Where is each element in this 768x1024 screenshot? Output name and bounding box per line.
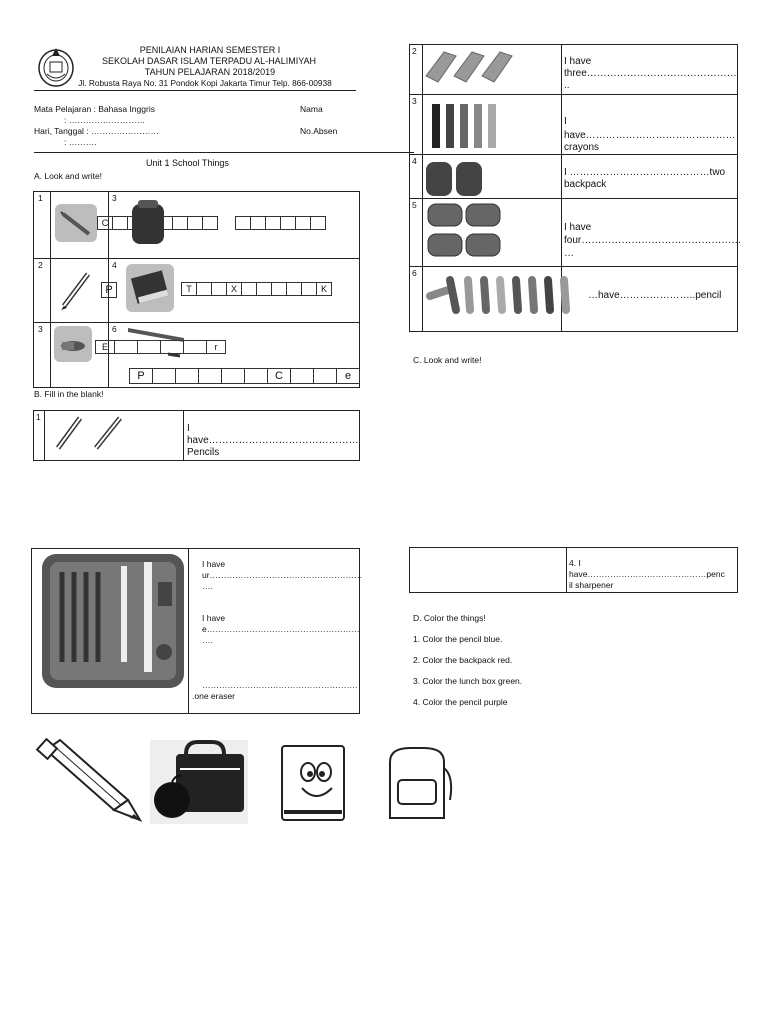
case-b2[interactable]: e………………………………………………	[202, 624, 360, 634]
cell[interactable]	[265, 216, 281, 230]
r4-num: 4	[412, 156, 417, 166]
cell[interactable]: T	[181, 282, 197, 296]
r2-num: 2	[412, 46, 417, 56]
info-divider	[34, 152, 414, 153]
row-divider	[33, 322, 360, 323]
cell[interactable]	[187, 216, 203, 230]
cell[interactable]: X	[226, 282, 242, 296]
case-b1: I have	[202, 613, 226, 623]
cell[interactable]	[301, 282, 317, 296]
absen-label: No.Absen	[300, 126, 338, 136]
cell[interactable]	[235, 216, 251, 230]
lunch-box-icon	[424, 200, 506, 262]
col-divider	[188, 548, 189, 714]
backpack-icon	[424, 158, 486, 198]
pencil-icon	[58, 270, 94, 312]
hari-cont: : ……….	[64, 137, 97, 147]
cell[interactable]	[196, 282, 212, 296]
section-a-title: A. Look and write!	[34, 171, 103, 181]
row-divider	[409, 198, 738, 199]
header-line3: TAHUN PELAJARAN 2018/2019	[144, 67, 276, 77]
a-num-3: 3	[112, 193, 117, 203]
case-c1[interactable]: ……………………………………………….	[202, 680, 358, 690]
cell[interactable]	[244, 368, 268, 384]
col-divider	[44, 410, 45, 461]
a-num-2: 2	[38, 260, 43, 270]
cell[interactable]	[310, 216, 326, 230]
cell[interactable]	[256, 282, 272, 296]
r2-b[interactable]: three………………………………………	[564, 68, 737, 79]
case-a1: I have	[202, 559, 226, 569]
b-q1-b[interactable]: have………………………………………	[187, 435, 359, 446]
eraser-icon	[424, 46, 516, 86]
book-icon	[276, 742, 352, 824]
b-q1-c: Pencils	[187, 447, 220, 458]
section-d-item-4: 4. Color the pencil purple	[413, 697, 508, 707]
case-a3: ….	[202, 581, 213, 591]
section-c-title: C. Look and write!	[413, 355, 482, 365]
mapel-cont: : ………………………	[64, 115, 146, 125]
cell[interactable]	[198, 368, 222, 384]
r2-c: ..	[564, 80, 570, 91]
col-divider	[50, 191, 51, 388]
r3-b[interactable]: have………………………………………	[564, 130, 736, 141]
a-num-3b: 3	[38, 324, 43, 334]
cell[interactable]	[313, 368, 337, 384]
cell[interactable]	[137, 340, 161, 354]
cell[interactable]: e	[336, 368, 360, 384]
row-divider	[409, 266, 738, 267]
b-q1-a: I	[187, 423, 190, 434]
r3-c: crayons	[564, 142, 600, 153]
cell[interactable]: P	[101, 282, 117, 298]
col-divider	[422, 44, 423, 332]
cell[interactable]	[280, 216, 296, 230]
header-divider	[34, 90, 356, 91]
section-b-title: B. Fill in the blank!	[34, 389, 104, 399]
a-num-1: 1	[38, 193, 43, 203]
cell[interactable]	[183, 340, 207, 354]
col-divider	[566, 547, 567, 593]
cell[interactable]	[114, 340, 138, 354]
cell[interactable]: E	[95, 340, 115, 354]
r3-a: I	[564, 116, 567, 127]
cell[interactable]	[160, 340, 184, 354]
cell[interactable]: r	[206, 340, 226, 354]
r3-num: 3	[412, 96, 417, 106]
a-row2-cells	[182, 282, 332, 296]
cell[interactable]	[172, 216, 188, 230]
r4-a[interactable]: I ……………………………………two	[564, 167, 726, 178]
nama-label: Nama	[300, 104, 323, 114]
cell[interactable]	[241, 282, 257, 296]
a-num-4: 4	[112, 260, 117, 270]
r4-b: backpack	[564, 179, 607, 190]
cell[interactable]	[211, 282, 227, 296]
row-divider	[409, 154, 738, 155]
section-d-title: D. Color the things!	[413, 613, 486, 623]
lunch-box-icon	[150, 740, 248, 824]
cell[interactable]	[152, 368, 176, 384]
cell[interactable]	[127, 216, 143, 230]
q4-c: il sharpener	[569, 580, 614, 590]
cell[interactable]	[142, 216, 158, 230]
cell[interactable]	[112, 216, 128, 230]
case-b3: ….	[202, 635, 213, 645]
book-icon	[126, 264, 174, 312]
cell[interactable]: C	[97, 216, 113, 230]
pencil-icon	[55, 204, 97, 242]
a-row2-p-cell	[102, 282, 117, 298]
a-num-6: 6	[112, 324, 117, 334]
cell[interactable]: C	[267, 368, 291, 384]
r5-a: I have	[564, 222, 592, 233]
cell[interactable]	[290, 368, 314, 384]
q4-b[interactable]: have……………………………………penc	[569, 569, 725, 579]
b-q1-num: 1	[36, 412, 41, 422]
section-d-item-2: 2. Color the backpack red.	[413, 655, 513, 665]
header-line2: SEKOLAH DASAR ISLAM TERPADU AL-HALIMIYAH	[101, 56, 317, 66]
cell[interactable]	[175, 368, 199, 384]
cell[interactable]	[295, 216, 311, 230]
r6-num: 6	[412, 268, 417, 278]
a-row1-cells	[98, 216, 218, 230]
pencil-icon	[52, 414, 132, 454]
pencil-icon	[424, 270, 584, 320]
cell[interactable]	[157, 216, 173, 230]
mapel-label: Mata Pelajaran : Bahasa Inggris	[34, 104, 155, 114]
pencil-icon	[38, 738, 144, 822]
r2-a: I have	[564, 56, 592, 67]
backpack-icon	[380, 744, 454, 822]
section-d-item-3: 3. Color the lunch box green.	[413, 676, 523, 686]
a-row1-cells-b	[236, 216, 326, 230]
cell[interactable]: K	[316, 282, 332, 296]
sharpener-icon	[54, 326, 92, 362]
crayon-icon	[428, 96, 502, 152]
col-divider	[183, 410, 184, 461]
unit-title: Unit 1 School Things	[146, 158, 229, 168]
case-a2[interactable]: ur………………………………………………	[202, 570, 363, 580]
hari-label: Hari, Tanggal : ……………………	[34, 126, 160, 136]
r5-b[interactable]: four…………………………………………	[564, 235, 742, 246]
header-line1: PENILAIAN HARIAN SEMESTER I	[139, 45, 281, 55]
r5-num: 5	[412, 200, 417, 210]
cell[interactable]	[250, 216, 266, 230]
cell[interactable]	[221, 368, 245, 384]
row-divider	[33, 258, 360, 259]
section-d-item-1: 1. Color the pencil blue.	[413, 634, 503, 644]
cell[interactable]	[286, 282, 302, 296]
pencil-case-icon	[40, 552, 186, 692]
cell[interactable]	[271, 282, 287, 296]
cell[interactable]	[202, 216, 218, 230]
a-row3-cells	[96, 340, 226, 354]
row-divider	[409, 94, 738, 95]
q4-a: 4. I	[569, 558, 581, 568]
cell[interactable]: P	[129, 368, 153, 384]
r5-c: …	[564, 248, 574, 259]
case-c2: .one eraser	[192, 691, 235, 701]
a-row4-cells	[130, 368, 360, 384]
r6-a[interactable]: …have…………………..pencil	[588, 290, 722, 301]
header-line4: Jl. Robusta Raya No. 31 Pondok Kopi Jakarta Timur Telp. 866-00938	[78, 78, 332, 88]
